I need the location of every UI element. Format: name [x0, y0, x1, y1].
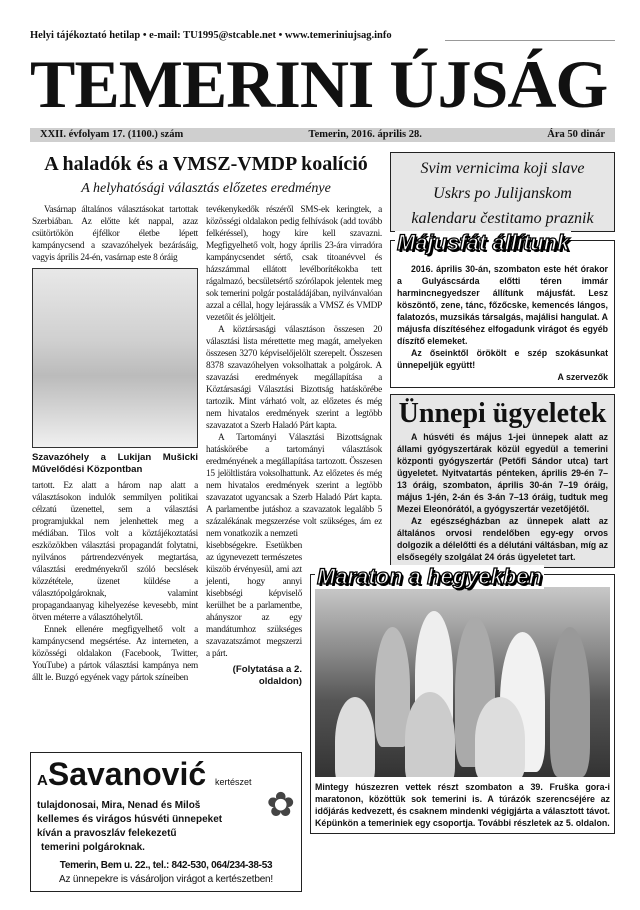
lead-paragraph: A Tartományi Választási Bizottságnak hatáskörébe a tartományi választások eredményének a megállapítása tartozott. Összesen 15 jelöltlistára voksolhattunk. Az előzetes és még nem hivatalos eredmények szerint a legtöbb szavazatot ugyancsak a Szerb Haladó Párt kapta. A parlamentbe jutáshoz a szavazatok legalább 5 százalékának megszerzése volt szükséges, ám ez nem vonatkozik a nemzeti [206, 433, 382, 539]
maypole-paragraph: Az őseinktől örökölt e szép szokásunkat ünnepeljük együtt! [397, 348, 608, 370]
masthead-title: TEMERINI ÚJSÁG [30, 46, 608, 122]
lead-col1 [32, 204, 198, 684]
greeting-line: Svim vernicima koji slave [420, 160, 585, 177]
maypole-box [390, 230, 615, 388]
marathon-title: Maraton a hegyekben [317, 564, 542, 589]
lead-paragraph: A köztársasági választáson összesen 20 választási lista mérettette meg magát, amelyeken összesen 3270 képviselőjelölt szerepelt. Összesen 8378 szavazóhelyen voksolhattak a polgárok. A szavazási eredmények megállapítása a Köztársasági Választási Bizottság hatáskörébe tartozik. Mint várható volt, az előzetes és még nem hivatalos eredmények szerint a legtöbb szavazatot a Szerb Haladó Párt kapta. [206, 325, 382, 431]
issue-date: Temerin, 2016. április 28. [308, 129, 422, 140]
ad-line: temerini polgároknak. [41, 842, 145, 853]
greeting-line: kalendaru čestitamo praznik [411, 210, 594, 227]
duty-paragraph: Az egészségházban az ünnepek alatt az általános orvosi rendelőben egy-egy orvos dolgozik a délelőtti és a délutáni váltásban, míg az elsősegély szolgálat 24 órás ügyeletet tart. [397, 516, 608, 562]
lead-paragraph: kisebbségekre. Esetükben az úgynevezett természetes küszöb érvényesül, ami azt jelenti, hogy annyi kisebbségi képviselő kerülhet be a parlamentbe, ahányszor az egy mandátumhoz szükséges szavazatszámot megszerzi a párt. [206, 541, 302, 659]
ad-type: kertészet [215, 777, 252, 787]
maypole-signature: A szervezők [557, 372, 608, 382]
lead-subheadline: A helyhatósági választás előzetes eredménye [81, 181, 331, 196]
lead-paragraph: Vasárnap általános választásokat tartottak Szerbiában. Az előtte két nappal, azaz csütörtökön éjfélkor életbe lépett kampánycsend a szavazóhelyek bezárásáig, vagyis április 24-én, vasárnap este 8 óráig [32, 205, 198, 263]
maypole-title: Májusfát állítunk [397, 230, 570, 255]
marathon-caption: Mintegy húszezren vettek részt szombaton a 39. Fruška gora-i maratonon, közöttük sok temerini is. A túrázók szerencséjére az időjárás kedvezett, és csaknem mindenki végigjárta a választott távot. Képünkön a temeriniek egy csoportja. További részletek az 5. oldalon. [315, 782, 610, 828]
lead-paragraph: tartott. Ez alatt a három nap alatt a választásokon indulók semmilyen politikai célzatú üzenettel, sem a választási programjukkal nem jelenhettek meg a médiában. Tilos volt a köztájékoztatási eszközökben választási propagandát folytatni, nyilvános pártrendezvények megtartása, választási eredményekről szóló becslések közzététele, üzenet küldése a választópolgároknak, valamint propagandaanyag kihelyezése kevesebb, mint ötven méterre a választóhelytől. [32, 481, 198, 623]
ad-prefix: A [37, 772, 48, 789]
issue-price: Ára 50 dinár [547, 129, 605, 140]
ad-line: kellemes és virágos húsvéti ünnepeket [37, 814, 223, 825]
issue-bar [30, 128, 615, 142]
right-column [315, 152, 615, 834]
divider [445, 40, 615, 41]
ad-line: tulajdonosai, Mira, Nenad és Miloš [37, 800, 201, 811]
lead-headline: A haladók és a VMSZ-VMDP koalíció [44, 153, 368, 175]
easter-greeting-box [390, 152, 615, 232]
ad-slogan: Az ünnepekre is vásároljon virágot a kertészetben! [58, 874, 273, 885]
savanovic-ad [30, 752, 302, 892]
lead-col2-narrow [206, 540, 302, 688]
duty-paragraph: A húsvéti és május 1-jei ünnepek alatt az állami gyógyszertárak közül egyedül a temerini központi gyógyszertár (Petőfi Sándor utca) tart ügyeletet. Nyitvatartás pénteken, április 29-én 7–13 óráig, szombaton, április 30-án 7–19 óráig, május 1-jén, 2-án és 3-án 7–13 óráig, tudtuk meg Mezei Eleonórától, a gyógyszertár vezetőjétől. [397, 432, 608, 514]
maypole-paragraph: 2016. április 30-án, szombaton este hét órakor a Gulyáscsárda előtti téren immár harmincnegyedszer állítunk májusfát. Lesz köszöntő, zene, tánc, főzőcske, kemencés lángos, falatozós, muzsikás társalgás, majálisi hangulat. A májusfa díszítéséhez elfogadunk virágot és egyéb díszítő elemeket. [397, 264, 608, 346]
marathon-group-photo [315, 587, 610, 777]
masthead-tagline: Helyi tájékoztató hetilap • e-mail: TU1995@stcable.net • www.temeriniujsag.info [30, 30, 392, 41]
continued-link[interactable]: (Folytatása a 2. oldaldon) [232, 664, 302, 687]
greeting-line: Uskrs po Julijanskom [433, 185, 572, 202]
duty-box [390, 394, 615, 568]
ad-brand: Savanović [47, 756, 207, 792]
polling-station-photo [32, 268, 198, 448]
flower-icon: ✿ [266, 787, 295, 824]
photo-caption: Szavazóhely a Lukijan Mušicki Művelődési Központban [32, 452, 198, 475]
lead-paragraph: Ennek ellenére megfigyelhető volt a kampánycsend megsértése. Az interneten, a közösségi oldalakon (Facebook, Twitter, YouTube) a pártok választási kampánya nem állt le. Buzgó egyének vagy pártok színeiben [32, 625, 198, 683]
ad-line: kíván a pravoszláv felekezetű [37, 828, 177, 839]
issue-number: XXII. évfolyam 17. (1100.) szám [40, 129, 184, 140]
duty-title: Ünnepi ügyeletek [398, 398, 607, 429]
ad-address: Temerin, Bem u. 22., tel.: 842-530, 064/234-38-53 [59, 860, 273, 871]
lead-paragraph: tevékenykedők részéről SMS-ek keringtek, a közösségi oldalakon pedig felhívások (add tovább felkéréssel), hogy kire kell szavazni. Megfigyelhető volt, hogy április 23-ára virradóra kampánycsendet sértő, csak titoanévvel és házszámmal ellátott levélborítékokba tett rágalmazó, becsületsértő szórólapok jelentek meg sok temerini polgár postaládájában, nyilvánvalóan azzal a céllal, hogy lejárassák a VMSZ és VMDP vezetőit és jelöltjeit. [206, 205, 382, 323]
marathon-box [310, 564, 615, 834]
